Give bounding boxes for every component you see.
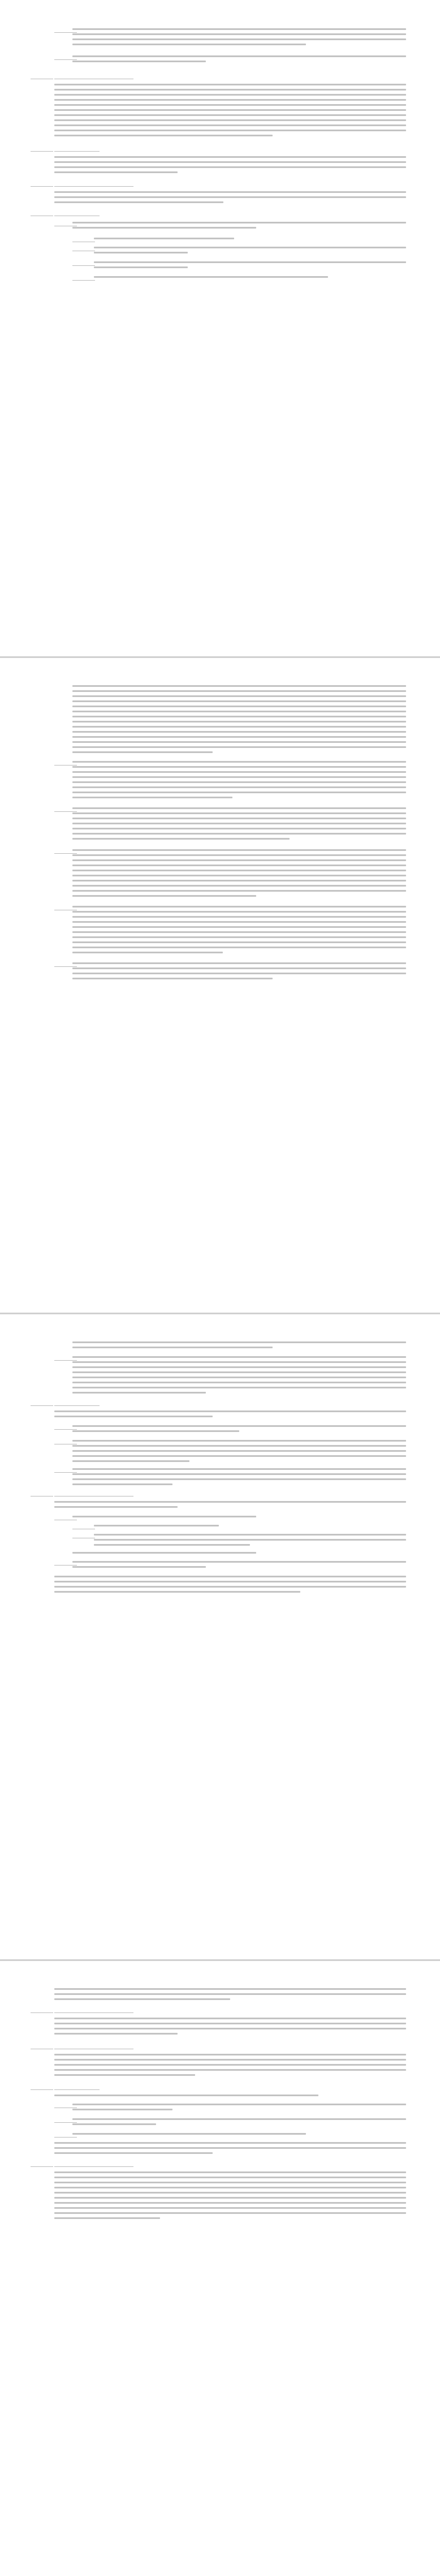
clause-text — [72, 1561, 406, 1571]
sub-clause-marker — [72, 275, 95, 282]
page-2 — [0, 658, 440, 1313]
section-number — [31, 2161, 53, 2168]
page-1 — [0, 0, 440, 657]
section-heading — [54, 2161, 133, 2168]
paragraph — [54, 2054, 406, 2079]
clause-text — [72, 222, 406, 232]
section-number — [31, 181, 53, 188]
clause-text — [72, 1440, 406, 1465]
section-heading — [54, 2084, 100, 2091]
paragraph — [72, 685, 406, 756]
section-heading — [54, 2007, 133, 2014]
page-3 — [0, 1314, 440, 1959]
clause-text — [72, 1552, 406, 1557]
paragraph — [54, 2095, 406, 2100]
paragraph — [54, 1988, 406, 2003]
clause-text — [72, 1356, 406, 1397]
paragraph — [54, 191, 406, 207]
paragraph — [54, 2171, 406, 2222]
clause-text — [72, 1425, 406, 1435]
sub-clause-marker — [72, 260, 95, 267]
sub-clause-marker — [72, 1533, 95, 1539]
clause-text — [72, 28, 406, 49]
paragraph — [54, 2018, 406, 2038]
sub-clause-text — [94, 1534, 406, 1549]
section-heading — [54, 1491, 133, 1498]
clause-text — [72, 1468, 406, 1489]
clause-text — [72, 2118, 406, 2128]
section-number — [31, 2007, 53, 2014]
section-heading — [54, 210, 100, 217]
clause-text — [72, 807, 406, 843]
sub-clause-marker — [72, 246, 95, 252]
paragraph — [54, 1410, 406, 1421]
paragraph — [54, 2142, 406, 2157]
clause-text — [72, 1516, 406, 1521]
section-number — [31, 1491, 53, 1498]
section-heading — [54, 1400, 100, 1407]
sub-clause-marker — [72, 236, 95, 243]
section-number — [31, 210, 53, 217]
paragraph — [54, 1501, 406, 1511]
paragraph — [54, 84, 406, 140]
clause-text — [72, 906, 406, 957]
sub-clause-text — [94, 247, 406, 257]
paragraph — [54, 1576, 406, 1596]
section-heading — [54, 74, 133, 80]
paragraph — [72, 1341, 406, 1352]
section-number — [31, 74, 53, 80]
section-heading — [54, 2044, 133, 2050]
sub-clause-text — [94, 238, 406, 243]
section-heading — [54, 146, 100, 153]
page-4 — [0, 1961, 440, 2576]
section-number — [31, 2084, 53, 2091]
sub-clause-text — [94, 261, 406, 272]
clause-text — [72, 2104, 406, 2114]
section-number — [31, 146, 53, 153]
clause-text — [72, 55, 406, 66]
section-heading — [54, 181, 133, 188]
paragraph — [54, 156, 406, 177]
section-number — [31, 2044, 53, 2050]
sub-clause-marker — [72, 1524, 95, 1530]
clause-text — [72, 849, 406, 900]
sub-clause-text — [94, 1525, 406, 1530]
sub-clause-text — [94, 276, 406, 281]
section-number — [31, 1400, 53, 1407]
clause-text — [72, 2133, 406, 2138]
clause-text — [72, 761, 406, 802]
clause-text — [72, 962, 406, 983]
